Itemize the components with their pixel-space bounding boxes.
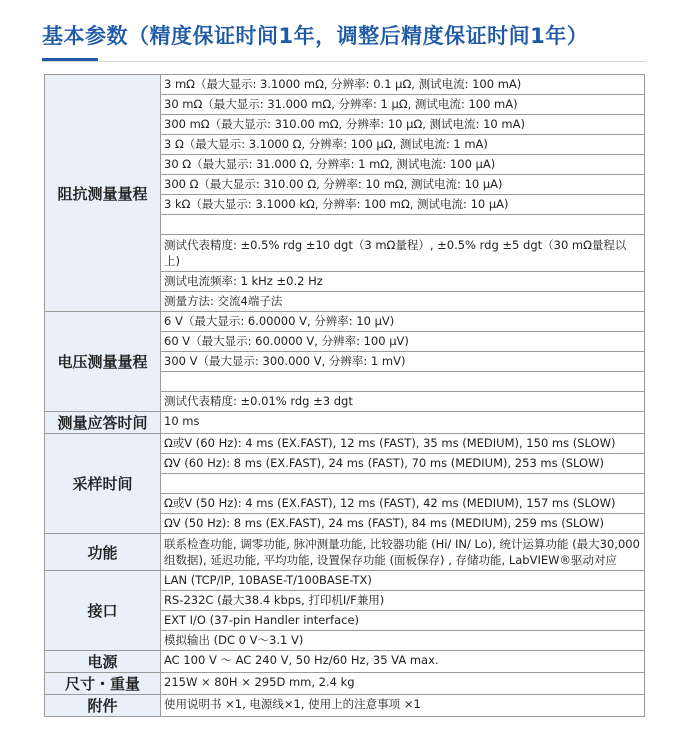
- spec-value: RS-232C (最大38.4 kbps, 打印机I/F兼用): [161, 591, 645, 611]
- category-power: 电源: [45, 651, 161, 673]
- spec-value: 215W × 80H × 295D mm, 2.4 kg: [161, 673, 645, 695]
- table-row: [45, 434, 645, 454]
- table-row: [45, 75, 645, 95]
- spec-value: EXT I/O (37-pin Handler interface): [161, 611, 645, 631]
- table-row: [45, 412, 645, 434]
- spec-value: 模拟输出 (DC 0 V〜3.1 V): [161, 631, 645, 651]
- spec-value-blank: [161, 372, 645, 392]
- spec-value: 3 kΩ（最大显示: 3.1000 kΩ, 分辨率: 100 mΩ, 测试电流: 10 μA): [161, 195, 645, 215]
- spec-table: [44, 74, 645, 717]
- spec-value: 6 V（最大显示: 6.00000 V, 分辨率: 10 μV): [161, 312, 645, 332]
- spec-value: 联系检查功能, 调零功能, 脉冲测量功能, 比较器功能 (Hi/ IN/ Lo), 统计运算功能 (最大30,000组数据), 延迟功能, 平均功能, 设置保存功能 (面板保存) , 存储功能, LabVIEW®驱动对应: [161, 534, 645, 571]
- table-row: [45, 695, 645, 717]
- spec-value: 使用说明书 ×1, 电源线×1, 使用上的注意事项 ×1: [161, 695, 645, 717]
- spec-value: 3 mΩ（最大显示: 3.1000 mΩ, 分辨率: 0.1 μΩ, 测试电流: 100 mA): [161, 75, 645, 95]
- category-response-time: 测量应答时间: [45, 412, 161, 434]
- spec-value: 30 Ω（最大显示: 31.000 Ω, 分辨率: 1 mΩ, 测试电流: 100 μA): [161, 155, 645, 175]
- spec-value: 测试代表精度: ±0.5% rdg ±10 dgt（3 mΩ量程）, ±0.5% rdg ±5 dgt（30 mΩ量程以上): [161, 235, 645, 272]
- spec-value-blank: [161, 215, 645, 235]
- category-size-weight: 尺寸・重量: [45, 673, 161, 695]
- spec-value: ΩV (60 Hz): 8 ms (EX.FAST), 24 ms (FAST), 70 ms (MEDIUM), 253 ms (SLOW): [161, 454, 645, 474]
- category-functions: 功能: [45, 534, 161, 571]
- spec-value: 300 Ω（最大显示: 310.00 Ω, 分辨率: 10 mΩ, 测试电流: 10 μA): [161, 175, 645, 195]
- category-voltage: 电压测量量程: [45, 312, 161, 412]
- category-resistance: 阻抗测量量程: [45, 75, 161, 312]
- spec-value: 300 mΩ（最大显示: 310.00 mΩ, 分辨率: 10 μΩ, 测试电流: 10 mA): [161, 115, 645, 135]
- spec-value: ΩV (50 Hz): 8 ms (EX.FAST), 24 ms (FAST), 84 ms (MEDIUM), 259 ms (SLOW): [161, 514, 645, 534]
- spec-value: AC 100 V 〜 AC 240 V, 50 Hz/60 Hz, 35 VA max.: [161, 651, 645, 673]
- spec-value: 60 V（最大显示: 60.0000 V, 分辨率: 100 μV): [161, 332, 645, 352]
- table-row: [45, 651, 645, 673]
- spec-value: 测试电流频率: 1 kHz ±0.2 Hz: [161, 272, 645, 292]
- table-row: [45, 312, 645, 332]
- table-row: [45, 534, 645, 571]
- table-row: [45, 571, 645, 591]
- spec-value: Ω或V (50 Hz): 4 ms (EX.FAST), 12 ms (FAST), 42 ms (MEDIUM), 157 ms (SLOW): [161, 494, 645, 514]
- spec-value: 测试代表精度: ±0.01% rdg ±3 dgt: [161, 392, 645, 412]
- spec-value: 30 mΩ（最大显示: 31.000 mΩ, 分辨率: 1 μΩ, 测试电流: 100 mA): [161, 95, 645, 115]
- spec-value: 10 ms: [161, 412, 645, 434]
- title-divider: [42, 61, 646, 62]
- category-accessories: 附件: [45, 695, 161, 717]
- spec-value: 3 Ω（最大显示: 3.1000 Ω, 分辨率: 100 μΩ, 测试电流: 1 mA): [161, 135, 645, 155]
- table-row: [45, 673, 645, 695]
- spec-value: 300 V（最大显示: 300.000 V, 分辨率: 1 mV): [161, 352, 645, 372]
- category-sampling-time: 采样时间: [45, 434, 161, 534]
- category-interface: 接口: [45, 571, 161, 651]
- page-title: 基本参数（精度保证时间1年，调整后精度保证时间1年）: [42, 24, 589, 48]
- spec-value: LAN (TCP/IP, 10BASE-T/100BASE-TX): [161, 571, 645, 591]
- spec-value-blank: [161, 474, 645, 494]
- spec-value: Ω或V (60 Hz): 4 ms (EX.FAST), 12 ms (FAST), 35 ms (MEDIUM), 150 ms (SLOW): [161, 434, 645, 454]
- spec-value: 测量方法: 交流4端子法: [161, 292, 645, 312]
